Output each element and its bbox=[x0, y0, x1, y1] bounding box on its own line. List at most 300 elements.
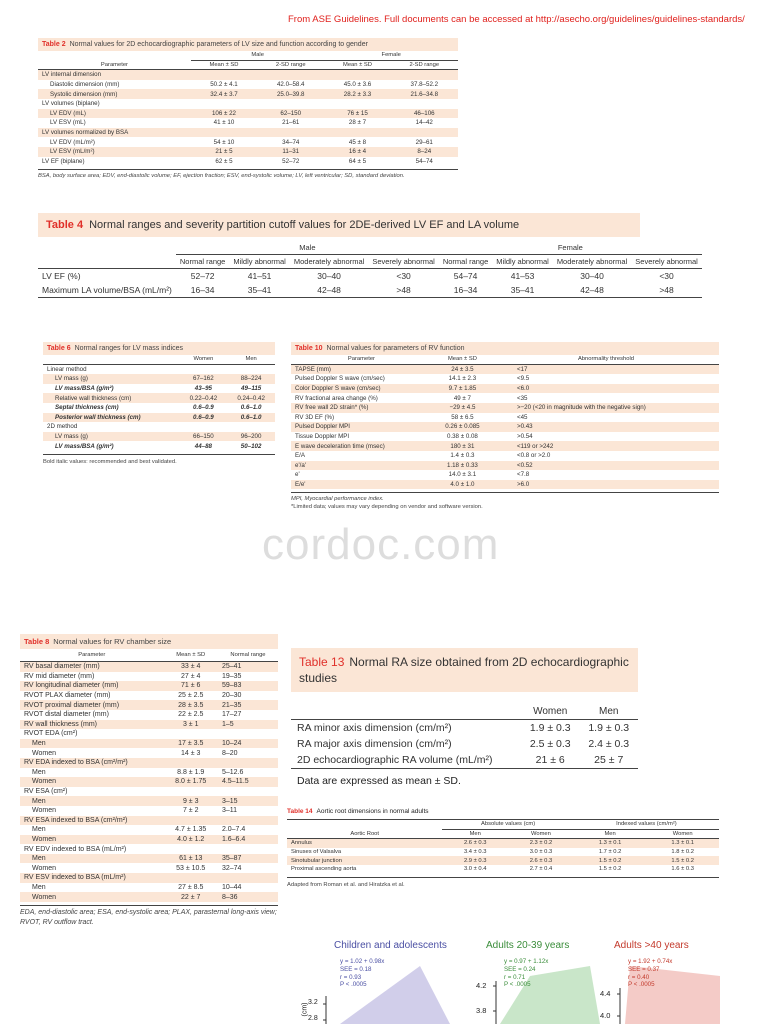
table-10-param: RV fractional area change (%) bbox=[295, 394, 378, 402]
table-6-women: 0.6–0.9 bbox=[193, 413, 214, 421]
table-6-footnote: Bold italic values: recommended and best validated. bbox=[43, 454, 275, 466]
table-6-param: Septal thickness (cm) bbox=[55, 404, 119, 412]
table-14-col-idx-women: Women bbox=[672, 830, 693, 837]
table-8-row bbox=[20, 681, 278, 691]
table-2-female-mean: 16 ± 4 bbox=[348, 148, 367, 156]
chart-3-p: P < .0005 bbox=[628, 981, 655, 989]
table-6-param: Relative wall thickness (cm) bbox=[55, 394, 132, 402]
table-8-row bbox=[20, 768, 278, 778]
table-2-title-bar bbox=[38, 38, 458, 51]
table-2-female-range: 37.8–52.2 bbox=[410, 81, 439, 89]
chart-2-equation: y = 0.97 + 1.12x bbox=[504, 958, 549, 965]
table-8-row bbox=[20, 835, 278, 845]
table-10-title: Normal values for parameters of RV function bbox=[326, 345, 465, 352]
table-6-row bbox=[43, 384, 275, 394]
table-8 bbox=[20, 634, 278, 927]
table-8-row bbox=[20, 700, 278, 710]
table-4-value: 41–51 bbox=[247, 271, 272, 281]
table-8-col-mean: Mean ± SD bbox=[176, 652, 206, 658]
table-6-col-men: Men bbox=[245, 356, 257, 363]
table-6-param: Posterior wall thickness (cm) bbox=[55, 413, 141, 421]
table-4-value: 54–74 bbox=[453, 271, 478, 281]
table-2-grid bbox=[38, 51, 458, 166]
table-10-mean: 58 ± 6.5 bbox=[451, 413, 474, 421]
table-8-mean: 22 ± 2.5 bbox=[178, 711, 204, 719]
table-8-section-row bbox=[20, 758, 278, 768]
table-8-title: Normal values for RV chamber size bbox=[53, 637, 172, 646]
table-10-col-thresh: Abnormality threshold bbox=[577, 356, 635, 363]
table-10-mean: 14.0 ± 3.1 bbox=[448, 471, 477, 479]
table-14-abs-men: 2.9 ± 0.3 bbox=[463, 857, 487, 864]
table-8-range: 3–15 bbox=[221, 797, 238, 805]
table-6-param: LV mass/BSA (g/m²) bbox=[55, 385, 114, 393]
table-14-idx-women: 1.6 ± 0.3 bbox=[671, 866, 694, 873]
table-4-value: >48 bbox=[396, 285, 411, 295]
table-6-women: 43–95 bbox=[194, 385, 212, 393]
table-4-col-blank bbox=[38, 255, 176, 269]
chart-3-see: SEE = 0.37 bbox=[628, 965, 660, 973]
table-6-men: 49–115 bbox=[241, 385, 262, 393]
table-8-param: Men bbox=[32, 768, 46, 776]
table-8-range: 2.0–7.4 bbox=[221, 826, 246, 834]
table-8-row bbox=[20, 748, 278, 758]
table-14-idx-men: 1.5 ± 0.2 bbox=[598, 857, 622, 864]
table-13 bbox=[291, 648, 638, 793]
table-10-footnote bbox=[291, 492, 719, 511]
chart-2-stats bbox=[504, 958, 548, 989]
table-2-col-range-f: 2-SD range bbox=[409, 61, 440, 68]
chart-title-children: Children and adolescents bbox=[334, 940, 447, 951]
table-4-label: Table 4 bbox=[46, 219, 84, 231]
table-2-row bbox=[38, 157, 458, 167]
watermark: cordoc.com bbox=[262, 520, 500, 569]
table-8-mean: 33 ± 4 bbox=[181, 663, 201, 671]
table-2-male-mean: 21 ± 5 bbox=[215, 148, 233, 156]
table-8-section-label: RV ESV indexed to BSA (mL/m²) bbox=[24, 874, 126, 882]
table-2-param: LV ESV (mL/m²) bbox=[50, 148, 95, 156]
table-2-title: Normal values for 2D echocardiographic parameters of LV size and function according to gender bbox=[69, 41, 368, 48]
table-10-param: Pulsed Doppler S wave (cm/sec) bbox=[295, 375, 385, 383]
table-8-mean: 14 ± 3 bbox=[181, 749, 201, 757]
table-10-param: RV 3D EF (%) bbox=[295, 413, 335, 421]
table-14-abs-men: 3.4 ± 0.3 bbox=[463, 849, 487, 856]
table-8-col-param: Parameter bbox=[78, 652, 106, 658]
table-2-col-mean-m: Mean ± SD bbox=[209, 61, 239, 68]
table-8-mean: 25 ± 2.5 bbox=[178, 692, 204, 700]
table-4-value: 42–48 bbox=[580, 285, 604, 295]
table-10-param: E wave deceleration time (msec) bbox=[295, 442, 385, 450]
table-14-col-abs-men: Men bbox=[469, 830, 481, 837]
table-8-range: 17–27 bbox=[221, 711, 242, 719]
table-4-value: 16–34 bbox=[190, 285, 215, 295]
table-14-idx-women: 1.8 ± 0.2 bbox=[671, 849, 694, 856]
table-4-value: 42–48 bbox=[317, 285, 341, 295]
table-14-idx-women: 1.5 ± 0.2 bbox=[671, 857, 694, 864]
table-8-mean: 7 ± 2 bbox=[182, 807, 199, 815]
table-10-threshold: <6.0 bbox=[516, 385, 530, 393]
table-8-param: Men bbox=[32, 855, 46, 863]
table-14-col-root: Aortic Root bbox=[350, 830, 380, 837]
table-2-male-range: 52–72 bbox=[282, 157, 300, 165]
table-8-row bbox=[20, 672, 278, 682]
table-4-value: 30–40 bbox=[580, 271, 604, 281]
table-2-col-param: Parameter bbox=[100, 61, 128, 68]
table-8-range: 5–12.6 bbox=[221, 768, 244, 776]
table-10-threshold: <0.52 bbox=[516, 461, 533, 469]
table-2-male-range: 25.0–39.8 bbox=[276, 90, 305, 98]
chart-1-tick-label: 2.8 bbox=[308, 1015, 318, 1022]
table-6-women: 0.22–0.42 bbox=[189, 394, 218, 402]
table-6-men: 88–224 bbox=[240, 375, 262, 383]
table-8-section-row bbox=[20, 873, 278, 883]
table-6-param: LV mass (g) bbox=[55, 433, 88, 441]
table-14-root: Annulus bbox=[291, 840, 312, 847]
table-8-mean: 71 ± 6 bbox=[181, 682, 201, 690]
table-6-label: Table 6 bbox=[47, 345, 71, 352]
table-8-row bbox=[20, 883, 278, 893]
table-8-range: 1–5 bbox=[221, 720, 234, 728]
table-8-range: 10–44 bbox=[221, 883, 242, 891]
table-2-female-mean: 28.2 ± 3.3 bbox=[343, 90, 372, 98]
table-6-women: 0.6–0.9 bbox=[193, 404, 214, 412]
chart-2-p: P < .0005 bbox=[504, 981, 531, 989]
table-13-col-men: Men bbox=[599, 706, 619, 718]
table-6-men: 96–200 bbox=[240, 433, 262, 441]
chart-3-stats bbox=[628, 958, 672, 989]
table-13-men: 1.9 ± 0.3 bbox=[588, 722, 630, 735]
table-4-col-header-row bbox=[38, 255, 702, 269]
table-8-label: Table 8 bbox=[24, 637, 50, 646]
chart-1-equation: y = 1.02 + 0.98x bbox=[340, 958, 385, 965]
table-13-women: 21 ± 6 bbox=[535, 754, 565, 767]
chart-2-r: r = 0.71 bbox=[504, 973, 526, 981]
table-2-row bbox=[38, 89, 458, 99]
table-8-row bbox=[20, 739, 278, 749]
table-6-row bbox=[43, 403, 275, 413]
table-10-threshold: >0.54 bbox=[516, 433, 533, 441]
table-2-female-mean: 28 ± 7 bbox=[348, 119, 367, 127]
table-8-param: Men bbox=[32, 797, 46, 805]
table-4-row bbox=[38, 283, 702, 298]
table-8-param: Women bbox=[32, 807, 56, 815]
chart-2-see: SEE = 0.24 bbox=[504, 965, 536, 973]
table-6-women: 67–162 bbox=[193, 375, 214, 383]
table-2-label: Table 2 bbox=[42, 41, 66, 48]
table-13-label: Table 13 bbox=[299, 655, 345, 669]
chart-1-tick-label: 3.2 bbox=[308, 999, 318, 1006]
table-2-male-range: 34–74 bbox=[282, 138, 300, 146]
table-13-women: 2.5 ± 0.3 bbox=[529, 738, 571, 751]
table-10-row bbox=[291, 451, 719, 461]
table-14-idx-men: 1.3 ± 0.1 bbox=[598, 840, 622, 847]
table-14-grid bbox=[287, 819, 719, 874]
table-6-section-row bbox=[43, 364, 275, 374]
table-13-param: RA minor axis dimension (cm/m²) bbox=[297, 722, 452, 735]
table-14-title-bar bbox=[287, 806, 719, 819]
table-10-mean: −29 ± 4.5 bbox=[449, 404, 476, 412]
table-14-title: Aortic root dimensions in normal adults bbox=[316, 808, 429, 815]
table-8-section-label: RV ESA indexed to BSA (cm²/m²) bbox=[24, 816, 128, 824]
table-8-param: RV longitudinal diameter (mm) bbox=[24, 682, 119, 690]
table-10-grid bbox=[291, 355, 719, 489]
table-14-label: Table 14 bbox=[287, 808, 313, 815]
table-6-men: 50–102 bbox=[240, 442, 262, 450]
table-2-footnote: BSA, body surface area; EDV, end-diastolic volume; EF, ejection fraction; ESV, end-systolic volume; LV, left ventricular; SD, standard deviation. bbox=[38, 169, 458, 180]
table-6-row bbox=[43, 393, 275, 403]
table-8-range: 8–36 bbox=[221, 893, 238, 901]
table-4-col-header: Mildly abnormal bbox=[496, 257, 549, 266]
table-4-title: Normal ranges and severity partition cutoff values for 2DE-derived LV EF and LA volume bbox=[89, 219, 520, 231]
table-4-value: <30 bbox=[659, 271, 674, 281]
table-2-param: LV EDV (mL) bbox=[50, 109, 86, 117]
table-8-row bbox=[20, 825, 278, 835]
table-2-female-range: 21.6–34.8 bbox=[410, 90, 439, 98]
table-6-row bbox=[43, 441, 275, 451]
table-2-male-mean: 32.4 ± 3.7 bbox=[210, 90, 238, 98]
table-10-footnote-2: *Limited data; values may vary depending on vendor and software version. bbox=[291, 504, 483, 511]
table-2-male-range: 42.0–58.4 bbox=[276, 81, 305, 89]
table-13-row bbox=[291, 752, 638, 768]
table-8-param: RV mid diameter (mm) bbox=[24, 672, 95, 680]
table-6-row bbox=[43, 374, 275, 384]
table-8-mean: 4.7 ± 1.35 bbox=[175, 826, 207, 834]
chart-1-ylabel: (cm) bbox=[301, 1002, 309, 1017]
table-10-threshold: <0.8 or >2.0 bbox=[516, 452, 551, 460]
chart-3-tick-label: 4.4 bbox=[600, 989, 611, 998]
table-14-root: Proximal ascending aorta bbox=[291, 866, 357, 873]
table-2-row bbox=[38, 147, 458, 157]
table-14-abs-men: 2.6 ± 0.3 bbox=[463, 840, 487, 847]
table-14-group-idx: Indexed values (cm/m²) bbox=[574, 820, 719, 830]
table-8-param: RV basal diameter (mm) bbox=[24, 663, 100, 671]
table-2-section-row bbox=[38, 70, 458, 80]
table-10-mean: 24 ± 3.5 bbox=[451, 365, 474, 373]
table-14-abs-women: 2.6 ± 0.3 bbox=[529, 857, 553, 864]
table-8-mean: 53 ± 10.5 bbox=[176, 864, 206, 872]
table-4-value: <30 bbox=[396, 271, 411, 281]
table-2-section-row bbox=[38, 99, 458, 109]
table-4-title-bar bbox=[38, 213, 640, 237]
table-8-mean: 28 ± 3.5 bbox=[178, 701, 204, 709]
table-10-threshold: >6.0 bbox=[516, 481, 530, 489]
table-10-threshold: <119 or >242 bbox=[516, 442, 554, 450]
table-2-female-mean: 45.0 ± 3.6 bbox=[343, 81, 372, 89]
table-2-female-range: 54–74 bbox=[415, 157, 433, 165]
table-6-grid bbox=[43, 355, 275, 451]
table-4-row bbox=[38, 269, 702, 284]
table-10 bbox=[291, 342, 719, 512]
table-10-row bbox=[291, 461, 719, 471]
chart-title-adults-40: Adults >40 years bbox=[614, 940, 689, 951]
table-10-param: TAPSE (mm) bbox=[295, 365, 331, 373]
table-13-footnote: Data are expressed as mean ± SD. bbox=[291, 768, 638, 793]
table-2-param: LV EF (biplane) bbox=[42, 157, 85, 165]
table-2-female-mean: 64 ± 5 bbox=[348, 157, 367, 165]
table-2-row bbox=[38, 109, 458, 119]
chart-1-see: SEE = 0.18 bbox=[340, 965, 372, 973]
table-13-men: 25 ± 7 bbox=[594, 754, 624, 767]
table-10-row bbox=[291, 413, 719, 423]
chart-3-tick-label: 4.0 bbox=[600, 1011, 611, 1020]
table-8-range: 35–87 bbox=[221, 855, 242, 863]
table-10-param: E/e' bbox=[295, 481, 306, 489]
table-6-men: 0.6–1.0 bbox=[240, 413, 262, 421]
table-4-value: 52–72 bbox=[190, 271, 215, 281]
table-8-row bbox=[20, 720, 278, 730]
table-2-male-range: 21–61 bbox=[282, 119, 300, 127]
table-4-col-header: Normal range bbox=[179, 257, 226, 266]
table-8-footnote: EDA, end-diastolic area; ESA, end-systolic area; PLAX, parasternal long-axis view; RVOT, RV outflow tract. bbox=[20, 905, 278, 928]
table-4-col-header: Moderately abnormal bbox=[293, 257, 365, 266]
table-10-param: RV free wall 2D strain* (%) bbox=[295, 404, 369, 412]
table-8-range: 3–11 bbox=[221, 807, 237, 815]
table-10-title-bar bbox=[291, 342, 719, 355]
table-4-col-header: Normal range bbox=[442, 257, 489, 266]
table-8-param: RVOT PLAX diameter (mm) bbox=[24, 692, 111, 700]
table-8-range: 25–41 bbox=[221, 663, 242, 671]
table-10-mean: 14.1 ± 2.3 bbox=[448, 375, 477, 383]
table-4-value: 30–40 bbox=[317, 271, 341, 281]
table-8-param: Women bbox=[32, 749, 56, 757]
table-10-row bbox=[291, 470, 719, 480]
table-4-col-header: Moderately abnormal bbox=[556, 257, 628, 266]
table-10-row bbox=[291, 393, 719, 403]
table-6-col-women: Women bbox=[193, 356, 214, 363]
table-4-group-female: Female bbox=[439, 237, 702, 255]
table-6-title: Normal ranges for LV mass indices bbox=[74, 345, 184, 352]
table-10-param: Color Doppler S wave (cm/sec) bbox=[295, 385, 381, 393]
table-4-value: >48 bbox=[659, 285, 674, 295]
table-10-mean: 9.7 ± 1.85 bbox=[448, 385, 477, 393]
table-4-value: 41–53 bbox=[510, 271, 535, 281]
table-8-section-row bbox=[20, 729, 278, 739]
table-4-col-header: Severely abnormal bbox=[635, 257, 698, 266]
table-14-footnote: Adapted from Roman et al. and Hiratzka et al. bbox=[287, 877, 719, 889]
header-note: From ASE Guidelines. Full documents can be accessed at http://asecho.org/guidelines/guidelines-standards/ bbox=[288, 14, 745, 25]
table-4-value: 16–34 bbox=[453, 285, 478, 295]
table-8-mean: 17 ± 3.5 bbox=[178, 740, 204, 748]
table-2-female-range: 29–61 bbox=[415, 138, 433, 146]
table-8-section-label: RV EDV indexed to BSA (mL/m²) bbox=[24, 845, 127, 853]
table-8-mean: 61 ± 13 bbox=[179, 855, 203, 863]
table-13-row bbox=[291, 720, 638, 737]
table-8-param: Men bbox=[32, 740, 46, 748]
table-14-idx-men: 1.7 ± 0.2 bbox=[598, 849, 622, 856]
table-6-women: 66–150 bbox=[193, 433, 214, 441]
table-2-param: Diastolic dimension (mm) bbox=[50, 81, 120, 89]
table-2-male-mean: 54 ± 10 bbox=[213, 138, 235, 146]
table-2-section-row bbox=[38, 128, 458, 138]
table-2-param: LV EDV (mL/m²) bbox=[50, 138, 95, 146]
table-10-mean: 1.4 ± 0.3 bbox=[450, 452, 475, 460]
table-2-col-range-m: 2-SD range bbox=[275, 61, 306, 68]
table-14 bbox=[287, 806, 719, 889]
table-13-col-women: Women bbox=[533, 706, 568, 718]
table-14-idx-men: 1.5 ± 0.2 bbox=[598, 866, 622, 873]
table-8-row bbox=[20, 863, 278, 873]
table-4-value: 35–41 bbox=[247, 285, 272, 295]
table-8-range: 19–35 bbox=[221, 672, 242, 680]
table-14-abs-women: 2.3 ± 0.2 bbox=[529, 840, 553, 847]
table-10-label: Table 10 bbox=[295, 345, 323, 352]
table-8-range: 8–20 bbox=[221, 749, 238, 757]
table-2-row bbox=[38, 137, 458, 147]
table-8-section-row bbox=[20, 787, 278, 797]
table-10-threshold: <7.8 bbox=[516, 471, 530, 479]
table-8-range: 1.6–6.4 bbox=[221, 835, 246, 843]
table-14-abs-men: 3.0 ± 0.4 bbox=[463, 866, 487, 873]
table-2-param: Systolic dimension (mm) bbox=[50, 90, 118, 98]
chart-2-tick-label: 4.2 bbox=[476, 981, 487, 990]
table-10-mean: 180 ± 31 bbox=[450, 442, 475, 450]
table-8-param: Men bbox=[32, 826, 46, 834]
table-10-param: Pulsed Doppler MPI bbox=[295, 423, 351, 431]
chart-title-adults-20-39: Adults 20-39 years bbox=[486, 940, 570, 951]
table-2-male-range: 11–31 bbox=[282, 148, 300, 156]
table-10-param: e' bbox=[295, 471, 300, 479]
table-14-row bbox=[287, 856, 719, 865]
table-8-mean: 4.0 ± 1.2 bbox=[177, 835, 205, 843]
table-2-group-female: Female bbox=[324, 51, 458, 60]
table-4-param: Maximum LA volume/BSA (mL/m²) bbox=[42, 285, 172, 295]
chart-1-r: r = 0.93 bbox=[340, 973, 362, 981]
table-13-row bbox=[291, 736, 638, 752]
aortic-regression-charts bbox=[300, 936, 760, 1024]
table-8-row bbox=[20, 777, 278, 787]
table-6-men: 0.6–1.0 bbox=[240, 404, 262, 412]
table-8-range: 4.5–11.5 bbox=[221, 778, 249, 786]
table-14-row bbox=[287, 848, 719, 857]
chart-1-stats bbox=[340, 958, 384, 989]
table-2-male-mean: 41 ± 10 bbox=[213, 119, 235, 127]
table-8-row bbox=[20, 710, 278, 720]
table-8-section-label: RVOT EDA (cm²) bbox=[24, 730, 78, 738]
table-10-mean: 4.0 ± 1.0 bbox=[450, 481, 475, 489]
table-10-threshold: <45 bbox=[516, 413, 528, 421]
table-14-abs-women: 3.0 ± 0.3 bbox=[529, 849, 553, 856]
table-10-row bbox=[291, 422, 719, 432]
table-10-mean: 1.18 ± 0.33 bbox=[446, 461, 478, 469]
table-10-col-mean: Mean ± SD bbox=[447, 356, 477, 363]
table-6-param: LV mass (g) bbox=[55, 375, 88, 383]
table-14-group-abs: Absolute values (cm) bbox=[442, 820, 573, 830]
table-6-row bbox=[43, 432, 275, 442]
table-8-range: 10–24 bbox=[221, 740, 242, 748]
table-4-value: 35–41 bbox=[510, 285, 535, 295]
table-4-group-male: Male bbox=[176, 237, 439, 255]
table-8-param: Women bbox=[32, 864, 56, 872]
table-6-param: LV mass/BSA (g/m²) bbox=[55, 442, 114, 450]
table-4-param: LV EF (%) bbox=[42, 271, 81, 281]
table-8-section-label: RV EDA indexed to BSA (cm²/m²) bbox=[24, 759, 128, 767]
table-13-grid bbox=[291, 704, 638, 768]
table-2-group-male: Male bbox=[191, 51, 325, 60]
table-13-women: 1.9 ± 0.3 bbox=[529, 722, 571, 735]
table-8-param: Women bbox=[32, 778, 56, 786]
table-14-col-abs-women: Women bbox=[531, 830, 551, 837]
table-8-range: 32–74 bbox=[221, 864, 242, 872]
table-8-col-range: Normal range bbox=[230, 652, 266, 658]
table-10-footnote-1: MPI, Myocardial performance index. bbox=[291, 496, 384, 503]
table-4-col-header: Severely abnormal bbox=[372, 257, 435, 266]
table-2-male-mean: 50.2 ± 4.1 bbox=[210, 81, 238, 89]
table-2-section-label: LV volumes (biplane) bbox=[42, 100, 100, 108]
table-2-female-mean: 45 ± 8 bbox=[348, 138, 367, 146]
table-13-param: 2D echocardiographic RA volume (mL/m²) bbox=[297, 754, 493, 767]
table-10-row bbox=[291, 480, 719, 490]
table-10-threshold: <17 bbox=[516, 365, 528, 373]
table-2-female-range: 14–42 bbox=[415, 119, 433, 127]
